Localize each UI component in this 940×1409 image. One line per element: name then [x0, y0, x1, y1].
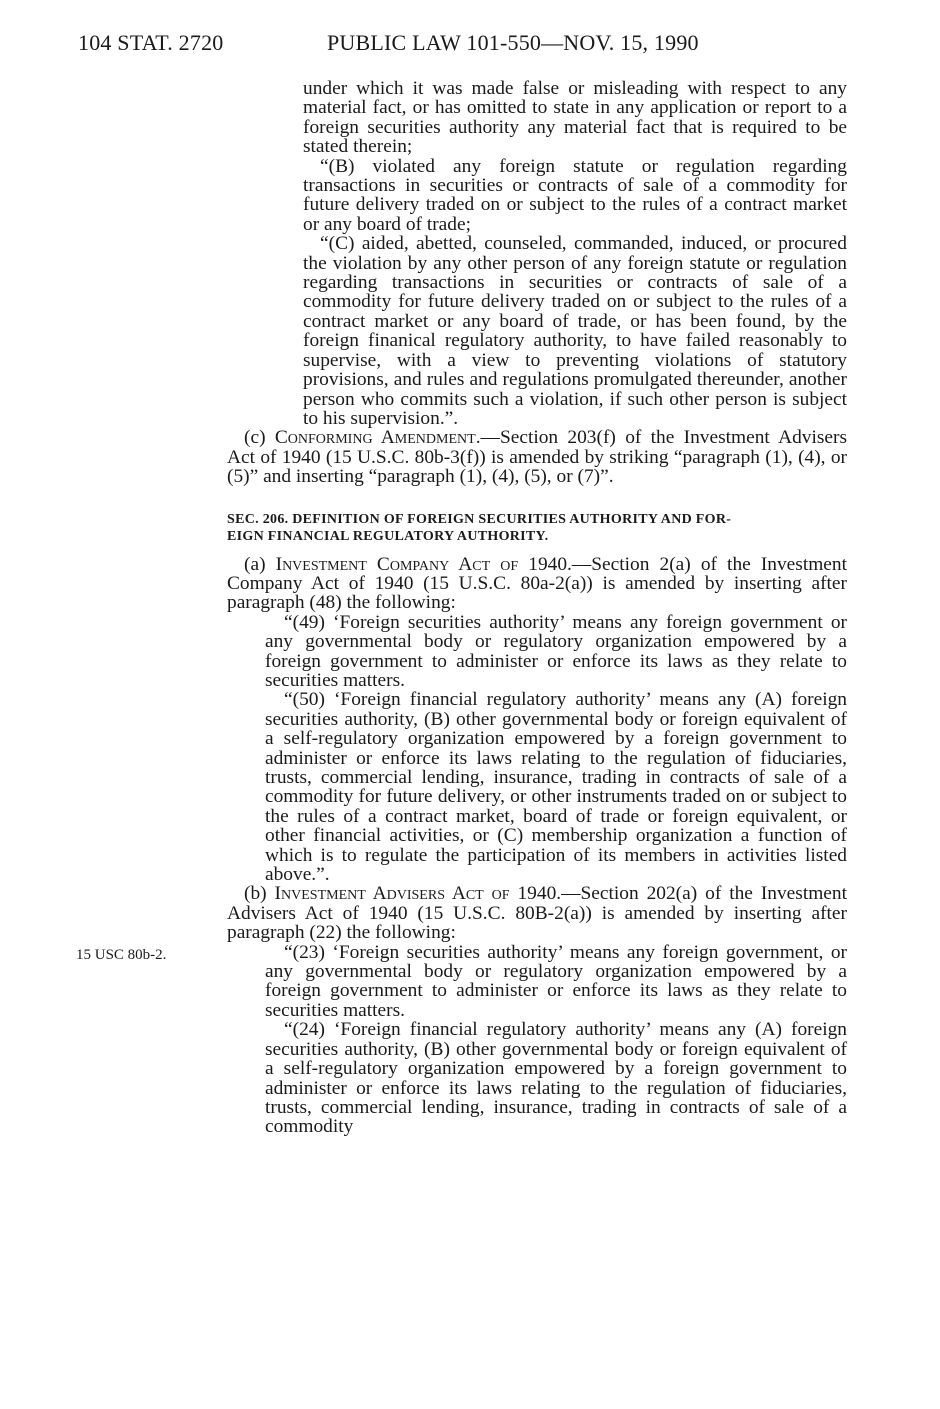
definition-49: “(49) ‘Foreign securities authority’ means any foreign government or any governmental body or regulatory organization empowered by a foreign government to administer or enforce its laws as they relate to securities matters. [265, 611, 847, 691]
paragraph-text: 1940.—Section 202(a) of the Investment Advisers Act of 1940 (15 U.S.C. 80B-2(a)) is amended by inserting after paragraph (22) the following: [227, 883, 847, 944]
document-body [227, 79, 847, 1137]
section-heading [227, 511, 847, 545]
definition-24: “(24) ‘Foreign financial regulatory authority’ means any (A) foreign securities authority, (B) other governmental body or foreign equivalent of a self-regulatory organization empowered by a foreign government to administer or enforce its laws relating to the regulation of fiduciaries, trusts, commercial lending, insurance, trading in contracts of sale of a commodity [265, 1019, 847, 1138]
subsection-b-insertions [227, 943, 847, 1137]
subsection-a [227, 555, 847, 613]
stat-citation: 104 STAT. 2720 [78, 30, 224, 55]
page-header [78, 30, 858, 60]
paragraph-heading: Conforming Amendment [274, 427, 476, 449]
paragraph-label: (a) [244, 553, 276, 575]
paragraph-label: (b) [244, 883, 275, 905]
continued-subparagraphs [227, 79, 847, 428]
subparagraph-b: “(B) violated any foreign statute or regulation regarding transactions in securities or contracts of sale of a commodity for future delivery traded on or subject to the rules of a contract market or any board of trade; [303, 155, 847, 235]
public-law-title: PUBLIC LAW 101-550—NOV. 15, 1990 [327, 30, 699, 55]
subsection-a-insertions [227, 613, 847, 885]
continued-text: under which it was made false or misleading with respect to any material fact, or has omitted to state in any application or report to a foreign securities authority any material fact that is required to be stated therein; [303, 78, 847, 158]
margin-note: 15 USC 80b-2. [76, 947, 167, 963]
subsection-b [227, 884, 847, 942]
paragraph-heading: Investment Advisers Act of [274, 883, 510, 905]
paragraph-text: 1940.—Section 2(a) of the Investment Company Act of 1940 (15 U.S.C. 80a-2(a)) is amended by inserting after paragraph (48) the following: [227, 553, 847, 614]
paragraph-text: .—Section 203(f) of the Investment Advisers Act of 1940 (15 U.S.C. 80b-3(f)) is amended by striking “paragraph (1), (4), or (5)” and inserting “paragraph (1), (4), (5), or (7)”. [227, 427, 848, 488]
paragraph-label: (c) [244, 427, 275, 449]
section-heading-line-1: SEC. 206. DEFINITION OF FOREIGN SECURITIES AUTHORITY AND FOR- [227, 511, 732, 527]
section-heading-line-2: EIGN FINANCIAL REGULATORY AUTHORITY. [227, 528, 549, 544]
definition-23: “(23) ‘Foreign securities authority’ means any foreign government, or any governmental body or regulatory organization empowered by a foreign government to administer or enforce its laws as they relate to securities matters. [265, 941, 847, 1021]
subparagraph-c: “(C) aided, abetted, counseled, commanded, induced, or procured the violation by any other person of any foreign statute or regulation regarding transactions in securities or contracts of sale of a commodity for future delivery traded on or subject to the rules of a contract market or any board of trade, or has been found, by the foreign finanical regulatory authority, to have failed reasonably to supervise, with a view to preventing violations of statutory provisions, and rules and regulations promulgated thereunder, another person who commits such a violation, if such other person is subject to his supervision.”. [303, 233, 847, 429]
paragraph-heading: Investment Company Act of [275, 553, 519, 575]
definition-50: “(50) ‘Foreign financial regulatory authority’ means any (A) foreign securities authority, (B) other governmental body or foreign equivalent of a self-regulatory organization empowered by a foreign government to administer or enforce its laws relating to the regulation of fiduciaries, trusts, commercial lending, insurance, trading in contracts of sale of a commodity for future delivery, or other instruments traded on or subject to the rules of a contract market, board of trade or foreign equivalent, or other financial activities, or (C) membership organization a function of which is to regulate the participation of its members in activities listed above.”. [265, 689, 847, 886]
conforming-amendment-paragraph [227, 428, 847, 486]
